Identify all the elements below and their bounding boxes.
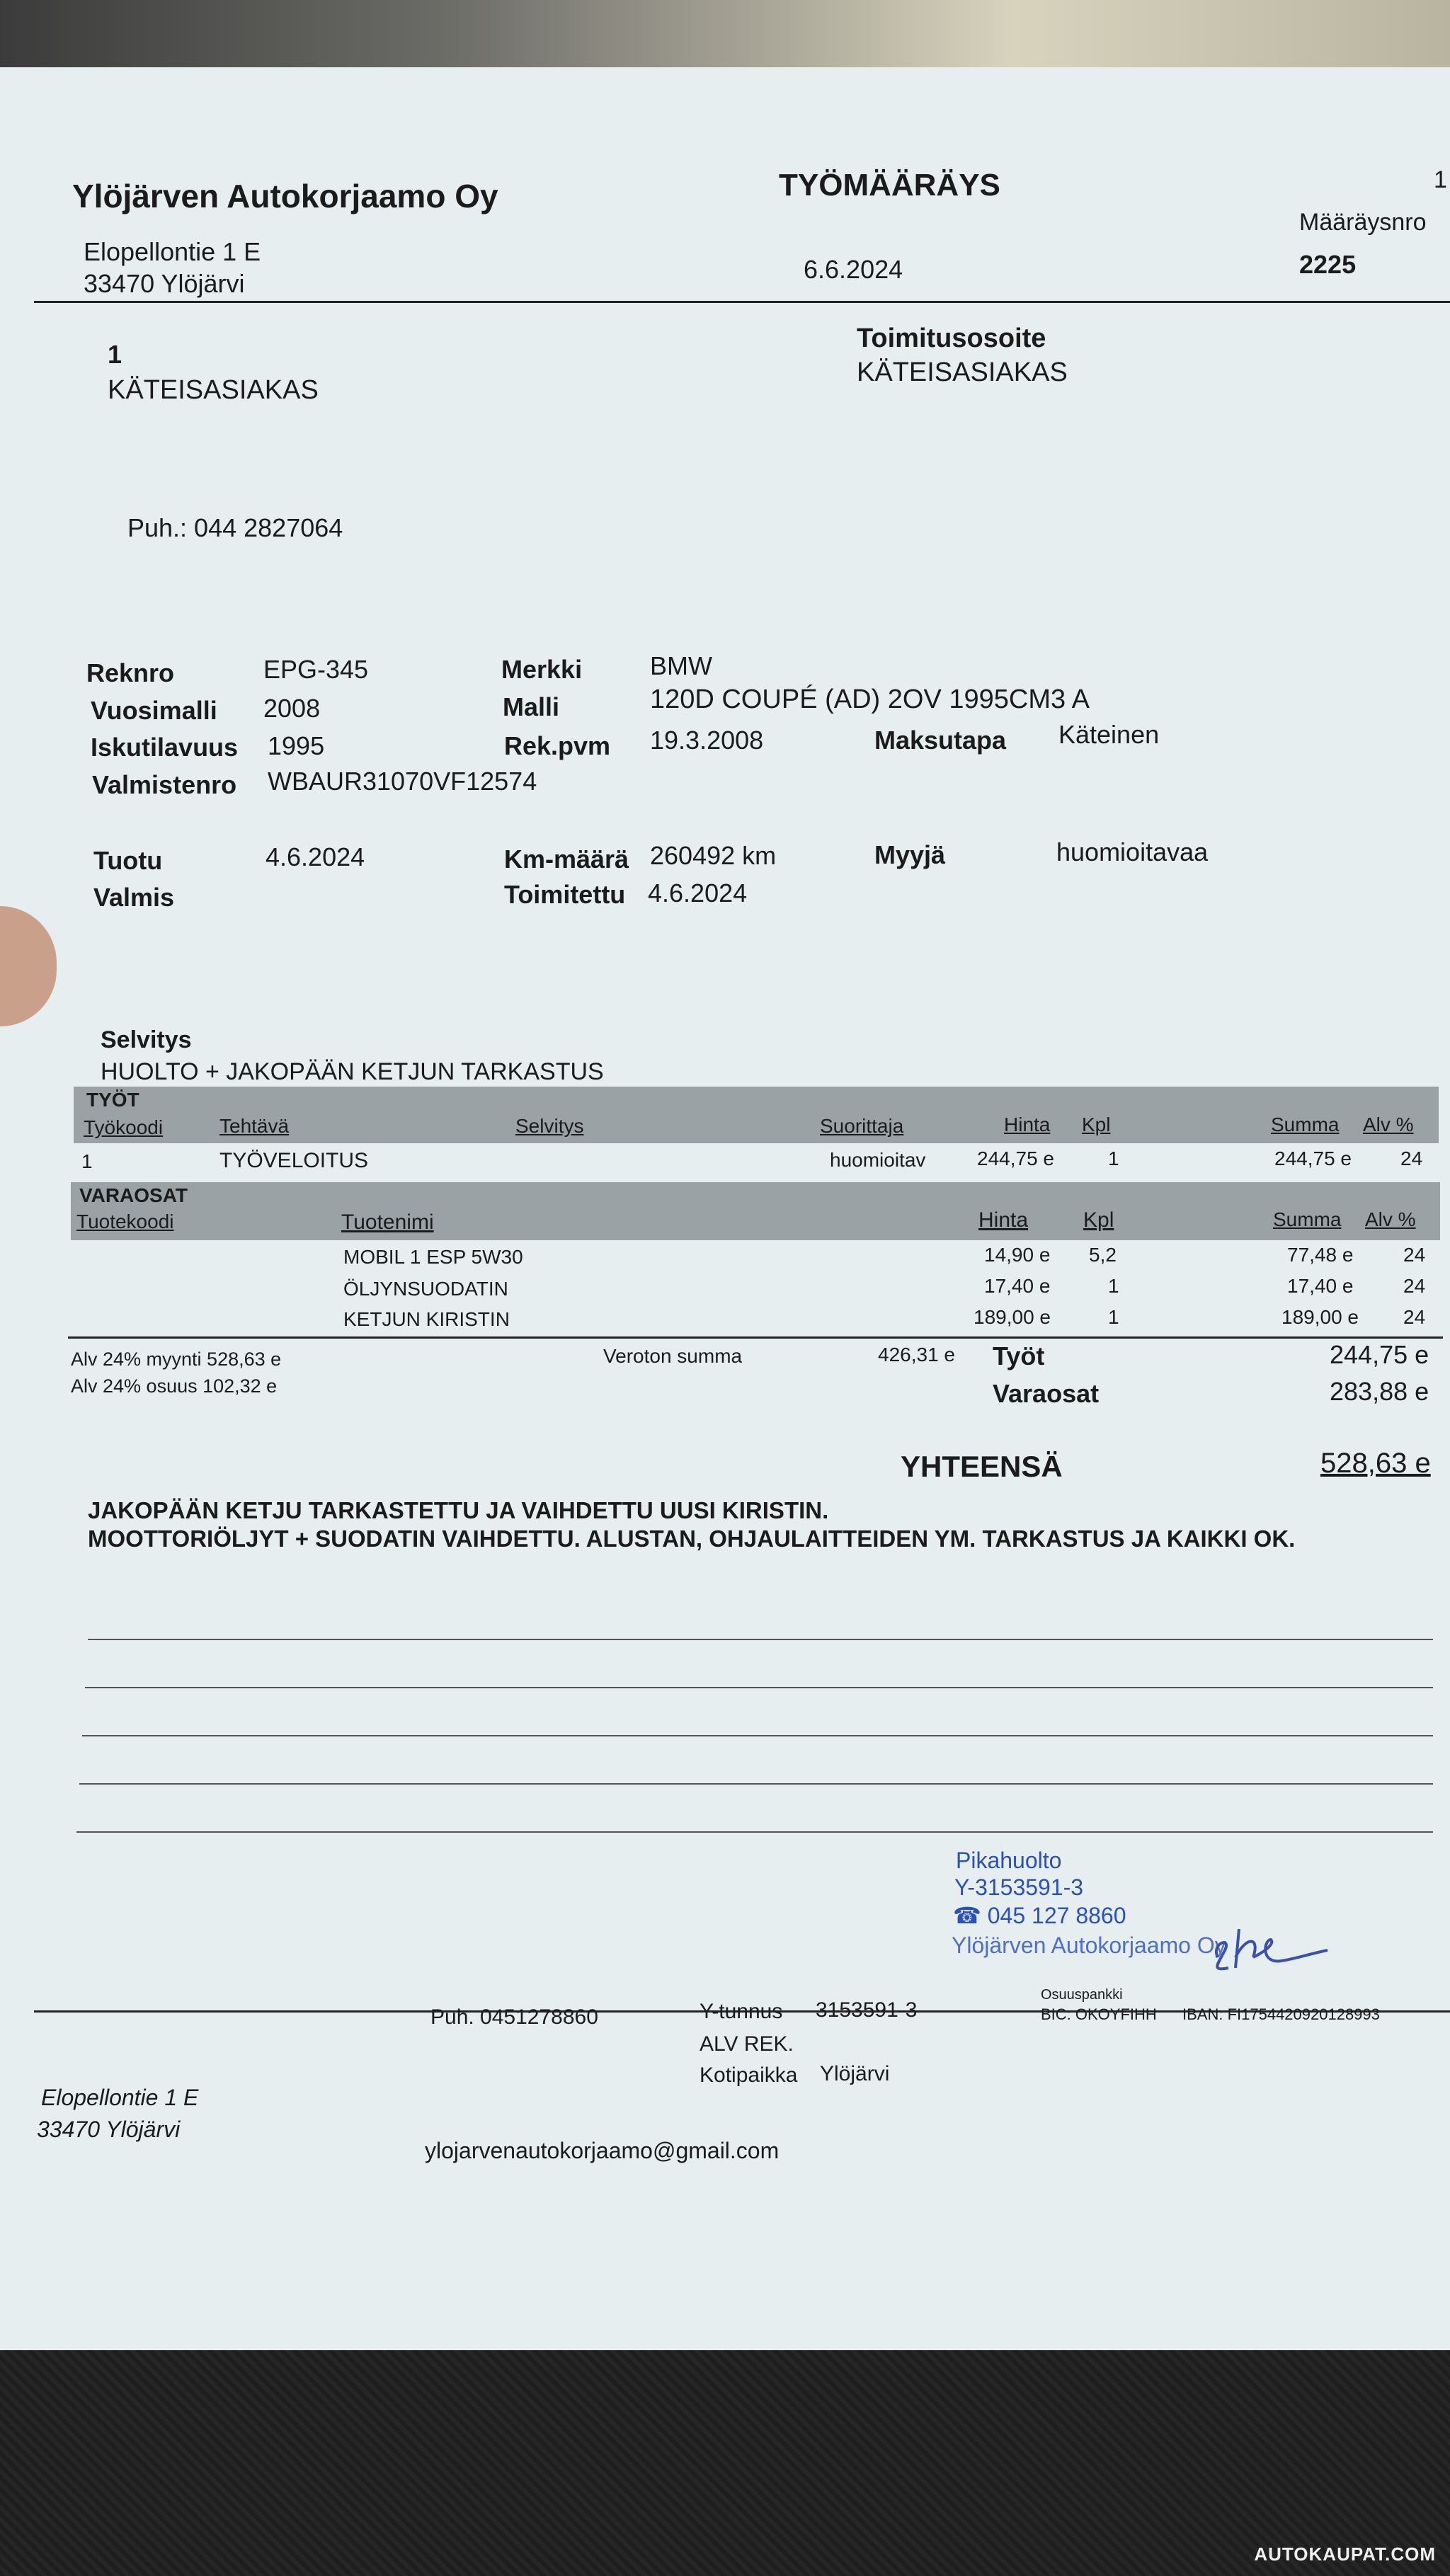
- tyot-col-expl: Selvitys: [515, 1115, 584, 1137]
- stamp-line-4: Ylöjärven Autokorjaamo Oy: [952, 1933, 1226, 1958]
- tyot-row-code: 1: [81, 1150, 93, 1172]
- work-order-document: [0, 67, 1450, 2361]
- tyot-row-performer: huomioitav: [830, 1149, 926, 1171]
- tyot-row-qty: 1: [1108, 1147, 1119, 1169]
- part-row-qty: 5,2: [1089, 1244, 1117, 1266]
- totals-divider: [68, 1336, 1443, 1339]
- company-name: Ylöjärven Autokorjaamo Oy: [72, 178, 498, 214]
- note-line-1: JAKOPÄÄN KETJU TARKASTETTU JA VAIHDETTU UUSI KIRISTIN.: [88, 1497, 829, 1523]
- valmistenro-value: WBAUR31070VF12574: [268, 767, 537, 796]
- part-row-vat: 24: [1403, 1244, 1426, 1266]
- stamp-line-2: Y-3153591-3: [954, 1874, 1084, 1900]
- tyot-col-sum: Summa: [1271, 1114, 1340, 1135]
- bank-label: Osuuspankki: [1041, 1987, 1123, 2003]
- tyot-row-task: TYÖVELOITUS: [219, 1149, 369, 1172]
- note-line-2: MOOTTORIÖLJYT + SUODATIN VAIHDETTU. ALUSTAN, OHJAULAITTEIDEN YM. TARKASTUS JA KAIKKI OK.: [88, 1525, 1296, 1552]
- stamp-line-3: ☎ 045 127 8860: [953, 1903, 1126, 1928]
- part-row-name: ÖLJYNSUODATIN: [343, 1278, 508, 1300]
- header-divider: [34, 301, 1450, 303]
- part-row-price: 189,00 e: [974, 1306, 1051, 1328]
- merkki-value: BMW: [650, 651, 712, 680]
- varaosat-col-qty: Kpl: [1083, 1208, 1114, 1232]
- note-blank-line: [76, 1831, 1433, 1833]
- kotipaikka-label: Kotipaikka: [700, 2063, 798, 2087]
- malli-value: 120D COUPÉ (AD) 2OV 1995CM3 A: [650, 685, 1090, 714]
- stamp-line-1: Pikahuolto: [956, 1848, 1062, 1873]
- ytunnus-label: Y-tunnus: [700, 2000, 783, 2023]
- tyot-col-code: Työkoodi: [84, 1116, 164, 1138]
- part-row-name: KETJUN KIRISTIN: [343, 1308, 510, 1330]
- valmis-label: Valmis: [93, 883, 175, 912]
- km-label: Km-määrä: [504, 845, 629, 874]
- part-row-vat: 24: [1403, 1275, 1426, 1297]
- footer-street: Elopellontie 1 E: [41, 2085, 199, 2110]
- varaosat-header-band: [71, 1182, 1440, 1240]
- rekpvm-value: 19.3.2008: [650, 726, 764, 755]
- order-number: 2225: [1299, 250, 1357, 279]
- note-blank-line: [82, 1735, 1433, 1736]
- note-blank-line: [85, 1687, 1433, 1688]
- maksutapa-value: Käteinen: [1058, 720, 1160, 749]
- tyot-col-price: Hinta: [1004, 1114, 1051, 1135]
- delivery-label: Toimitusosoite: [857, 324, 1046, 353]
- bank-iban: IBAN: FI1754420920128993: [1182, 2005, 1380, 2023]
- veroton-value: 426,31 e: [878, 1344, 955, 1366]
- alv-myynti: Alv 24% myynti 528,63 e: [71, 1349, 282, 1370]
- note-blank-line: [88, 1639, 1433, 1640]
- varaosat-total-label: Varaosat: [993, 1379, 1100, 1408]
- part-row-sum: 17,40 e: [1287, 1275, 1354, 1297]
- tyot-col-task: Tehtävä: [219, 1115, 290, 1137]
- customer-name: KÄTEISASIAKAS: [108, 375, 319, 405]
- tuotu-value: 4.6.2024: [266, 842, 365, 871]
- iskutilavuus-value: 1995: [268, 731, 325, 760]
- document-date: 6.6.2024: [804, 255, 903, 284]
- part-row-qty: 1: [1108, 1275, 1119, 1297]
- tyot-row-sum: 244,75 e: [1274, 1147, 1352, 1169]
- myyja-value: huomioitavaa: [1056, 837, 1209, 866]
- varaosat-section-label: VARAOSAT: [79, 1184, 188, 1206]
- varaosat-total-value: 283,88 e: [1330, 1377, 1429, 1406]
- varaosat-col-vat: Alv %: [1365, 1208, 1416, 1230]
- footer-city: 33470 Ylöjärvi: [37, 2117, 181, 2142]
- vuosimalli-value: 2008: [263, 694, 321, 723]
- tuotu-label: Tuotu: [93, 846, 163, 875]
- document-title: TYÖMÄÄRÄYS: [779, 168, 1000, 202]
- footer-email: ylojarvenautokorjaamo@gmail.com: [425, 2138, 780, 2163]
- tyot-col-vat: Alv %: [1363, 1114, 1414, 1135]
- tyot-col-performer: Suorittaja: [820, 1115, 904, 1137]
- footer-phone: Puh. 0451278860: [430, 2005, 598, 2029]
- varaosat-col-name: Tuotenimi: [341, 1210, 434, 1234]
- myyja-label: Myyjä: [874, 840, 946, 869]
- tyot-row-price: 244,75 e: [977, 1147, 1054, 1169]
- vuosimalli-label: Vuosimalli: [91, 696, 217, 725]
- selvitys-text: HUOLTO + JAKOPÄÄN KETJUN TARKASTUS: [101, 1058, 604, 1085]
- tyot-total-value: 244,75 e: [1330, 1340, 1429, 1369]
- part-row-vat: 24: [1403, 1306, 1426, 1328]
- merkki-label: Merkki: [501, 655, 583, 684]
- part-row-sum: 189,00 e: [1281, 1306, 1359, 1328]
- reknro-value: EPG-345: [263, 655, 369, 684]
- alv-rek: ALV REK.: [700, 2032, 794, 2056]
- tyot-total-label: Työt: [993, 1341, 1045, 1370]
- toimitettu-value: 4.6.2024: [648, 878, 748, 908]
- varaosat-col-price: Hinta: [978, 1208, 1029, 1232]
- page-number: 1: [1434, 166, 1447, 193]
- customer-id: 1: [108, 340, 122, 369]
- rekpvm-label: Rek.pvm: [504, 731, 611, 760]
- note-blank-line: [79, 1783, 1433, 1785]
- part-row-qty: 1: [1108, 1306, 1119, 1328]
- customer-phone: Puh.: 044 2827064: [127, 513, 343, 542]
- valmistenro-label: Valmistenro: [92, 770, 237, 799]
- tyot-row-vat: 24: [1400, 1147, 1423, 1169]
- order-number-label: Määräysnro: [1299, 209, 1427, 236]
- watermark-text: AUTOKAUPAT.COM: [1254, 2543, 1436, 2565]
- km-value: 260492 km: [650, 841, 777, 870]
- part-row-sum: 77,48 e: [1287, 1244, 1354, 1266]
- ytunnus-value: 3153591-3: [816, 1998, 918, 2022]
- delivery-name: KÄTEISASIAKAS: [857, 357, 1068, 387]
- malli-label: Malli: [503, 692, 560, 721]
- toimitettu-label: Toimitettu: [504, 880, 626, 909]
- part-row-name: MOBIL 1 ESP 5W30: [343, 1246, 523, 1268]
- veroton-label: Veroton summa: [603, 1345, 743, 1367]
- alv-osuus: Alv 24% osuus 102,32 e: [71, 1375, 278, 1397]
- part-row-price: 17,40 e: [984, 1275, 1051, 1297]
- background-bottom: [0, 2350, 1450, 2576]
- part-row-price: 14,90 e: [984, 1244, 1051, 1266]
- tyot-col-qty: Kpl: [1082, 1114, 1111, 1135]
- company-street: Elopellontie 1 E: [84, 237, 261, 266]
- company-city: 33470 Ylöjärvi: [84, 269, 245, 298]
- varaosat-col-sum: Summa: [1273, 1208, 1342, 1230]
- reknro-label: Reknro: [86, 658, 175, 687]
- tyot-section-label: TYÖT: [86, 1089, 139, 1111]
- yhteensa-value: 528,63 e: [1320, 1448, 1431, 1479]
- bank-bic: BIC: OKOYFIHH: [1041, 2005, 1157, 2023]
- yhteensa-label: YHTEENSÄ: [901, 1450, 1063, 1483]
- maksutapa-label: Maksutapa: [874, 726, 1007, 755]
- signature-icon: [1204, 1908, 1331, 1979]
- selvitys-label: Selvitys: [101, 1026, 192, 1053]
- varaosat-col-code: Tuotekoodi: [76, 1210, 174, 1232]
- iskutilavuus-label: Iskutilavuus: [91, 733, 239, 762]
- kotipaikka-value: Ylöjärvi: [820, 2062, 890, 2085]
